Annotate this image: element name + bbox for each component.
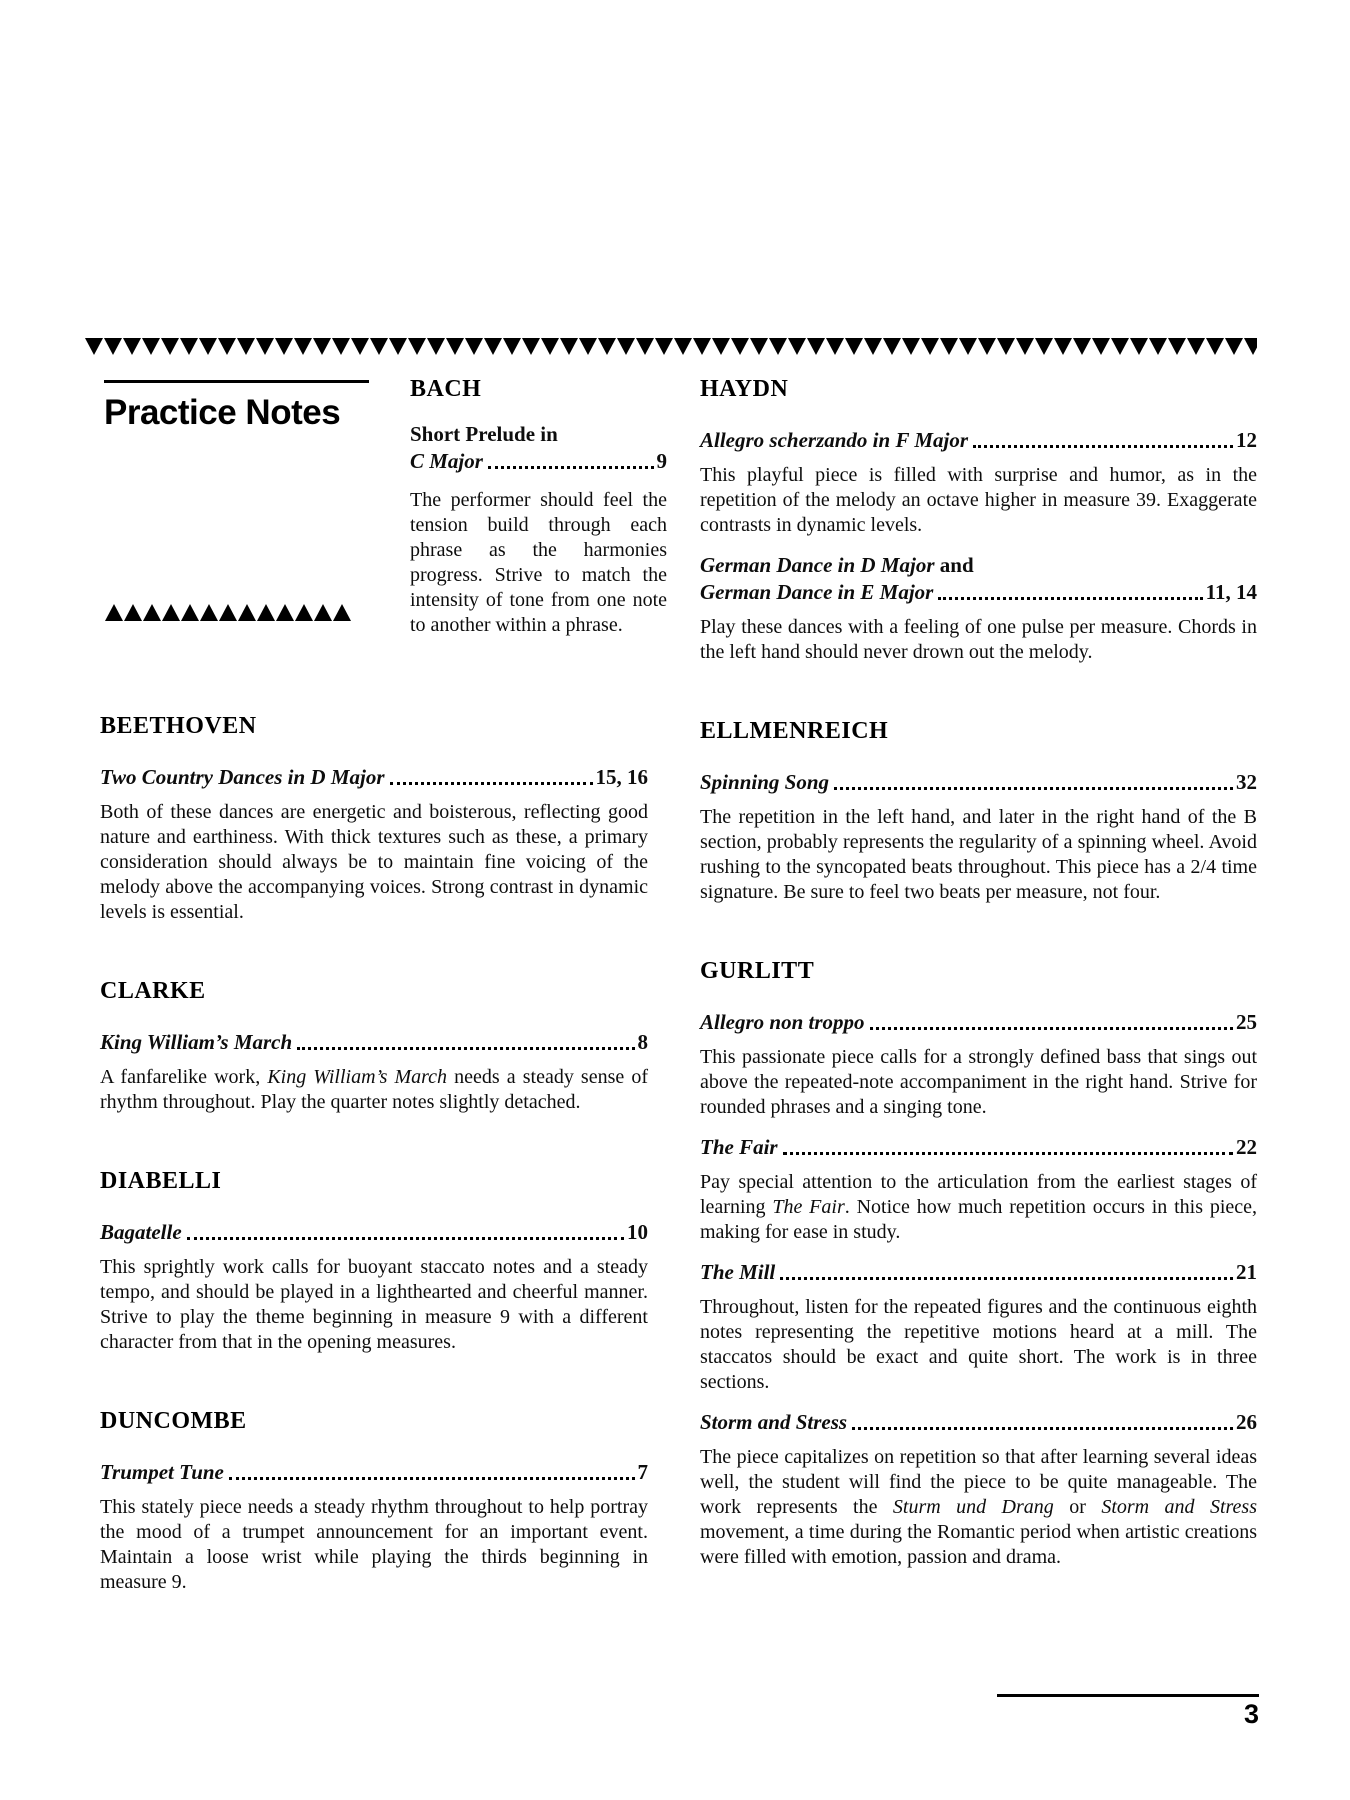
down-triangle-icon — [237, 338, 255, 355]
down-triangle-icon — [731, 338, 749, 355]
dot-leader — [973, 445, 1233, 448]
section-diabelli — [100, 1167, 648, 1355]
down-triangle-icon — [199, 338, 217, 355]
toc-line — [700, 769, 1257, 796]
up-triangle-icon — [257, 604, 275, 621]
section-beethoven — [100, 712, 648, 925]
down-triangle-icon — [1206, 338, 1224, 355]
dot-leader — [870, 1027, 1233, 1030]
dot-leader — [390, 782, 593, 785]
page-ref: 25 — [1236, 1010, 1257, 1034]
up-triangle-icon — [314, 604, 332, 621]
toc-line — [100, 1029, 648, 1056]
dot-leader — [780, 1277, 1233, 1280]
triangle-divider-top — [85, 338, 1257, 355]
piece-title-line2: German Dance in E Major — [700, 580, 934, 604]
down-triangle-icon — [1054, 338, 1072, 355]
down-triangle-icon — [218, 338, 236, 355]
page-ref: 22 — [1236, 1135, 1257, 1159]
page-number: 3 — [1243, 1699, 1259, 1729]
down-triangle-icon — [1225, 338, 1243, 355]
entry-storm-and-stress — [700, 1409, 1257, 1570]
dot-leader — [488, 466, 654, 469]
down-triangle-icon — [541, 338, 559, 355]
down-triangle-icon — [313, 338, 331, 355]
down-triangle-icon — [826, 338, 844, 355]
dot-leader — [783, 1152, 1233, 1155]
piece-title: Allegro scherzando in F Major — [700, 428, 969, 452]
up-triangle-icon — [276, 604, 294, 621]
practice-note-text: This stately piece needs a steady rhythm throughout to help portray the mood of a trumpet announcement for an important event. Maintain a loose wrist while playing the thirds beginning in measure 9. — [100, 1496, 648, 1593]
down-triangle-icon — [85, 338, 103, 355]
down-triangle-icon — [180, 338, 198, 355]
up-triangle-icon — [124, 604, 142, 621]
piece-title-line1: Short Prelude in — [410, 422, 558, 446]
composer-heading-duncombe: DUNCOMBE — [100, 1408, 247, 1434]
down-triangle-icon — [959, 338, 977, 355]
practice-notes-block — [104, 380, 369, 433]
down-triangle-icon — [883, 338, 901, 355]
down-triangle-icon — [1073, 338, 1091, 355]
piece-title: Spinning Song — [700, 770, 829, 794]
up-triangle-icon — [219, 604, 237, 621]
triangle-divider-left — [105, 604, 367, 621]
down-triangle-icon — [807, 338, 825, 355]
down-triangle-icon — [1168, 338, 1186, 355]
up-triangle-icon — [295, 604, 313, 621]
piece-title: Two Country Dances in D Major — [100, 765, 385, 789]
section-ellmenreich — [700, 717, 1257, 905]
dot-leader — [297, 1047, 634, 1050]
page-ref: 21 — [1236, 1260, 1257, 1284]
down-triangle-icon — [522, 338, 540, 355]
down-triangle-icon — [1092, 338, 1110, 355]
down-triangle-icon — [1187, 338, 1205, 355]
piece-title-line1: German Dance in D Major and — [700, 553, 974, 577]
piece-title-line2: C Major — [410, 449, 483, 473]
toc-line — [100, 1219, 648, 1246]
entry-trumpet-tune — [100, 1459, 648, 1595]
down-triangle-icon — [161, 338, 179, 355]
section-haydn — [700, 375, 1257, 665]
up-triangle-icon — [143, 604, 161, 621]
toc-line — [700, 1259, 1257, 1286]
down-triangle-icon — [370, 338, 388, 355]
down-triangle-icon — [1111, 338, 1129, 355]
entry-allegro-scherzando — [700, 427, 1257, 538]
page-ref: 11, 14 — [1205, 580, 1257, 604]
down-triangle-icon — [1016, 338, 1034, 355]
dot-leader — [229, 1477, 635, 1480]
entry-german-dances — [700, 552, 1257, 665]
entry-spinning-song — [700, 769, 1257, 905]
toc-line — [700, 427, 1257, 454]
piece-title: The Fair — [700, 1135, 778, 1159]
down-triangle-icon — [693, 338, 711, 355]
down-triangle-icon — [142, 338, 160, 355]
practice-note-text: A fanfarelike work, King William’s March needs a steady sense of rhythm throughout. Play the quarter notes slightly detached. — [100, 1066, 648, 1113]
toc-line — [700, 1409, 1257, 1436]
down-triangle-icon — [921, 338, 939, 355]
composer-heading-ellmenreich: ELLMENREICH — [700, 718, 889, 744]
composer-heading-beethoven: BEETHOVEN — [100, 713, 257, 739]
toc-line — [700, 1009, 1257, 1036]
page-ref: 26 — [1236, 1410, 1257, 1434]
page-footer — [997, 1694, 1259, 1730]
down-triangle-icon — [332, 338, 350, 355]
down-triangle-icon — [864, 338, 882, 355]
down-triangle-icon — [484, 338, 502, 355]
page-ref: 9 — [656, 449, 667, 473]
down-triangle-icon — [940, 338, 958, 355]
section-gurlitt — [700, 957, 1257, 1570]
entry-allegro-non-troppo — [700, 1009, 1257, 1120]
down-triangle-icon — [655, 338, 673, 355]
down-triangle-icon — [275, 338, 293, 355]
page-ref: 7 — [637, 1460, 648, 1484]
down-triangle-icon — [256, 338, 274, 355]
down-triangle-icon — [1130, 338, 1148, 355]
title-rule — [104, 380, 369, 383]
toc-line — [700, 579, 1257, 606]
down-triangle-icon — [636, 338, 654, 355]
dot-leader — [187, 1237, 624, 1240]
composer-heading-diabelli: DIABELLI — [100, 1168, 222, 1194]
up-triangle-icon — [200, 604, 218, 621]
up-triangle-icon — [181, 604, 199, 621]
practice-note-text: The piece capitalizes on repetition so that after learning several ideas well, the student will find the piece to be quite manageable. The work represents the Sturm und Drang or Storm and Stress movement, a time during the Romantic period when artistic creations were filled with emotion, passion and drama. — [700, 1446, 1257, 1568]
down-triangle-icon — [123, 338, 141, 355]
down-triangle-icon — [465, 338, 483, 355]
down-triangle-icon — [788, 338, 806, 355]
page-ref: 8 — [637, 1030, 648, 1054]
down-triangle-icon — [389, 338, 407, 355]
entry-king-williams-march — [100, 1029, 648, 1115]
practice-note-text: This sprightly work calls for buoyant staccato notes and a steady tempo, and should be played in a lighthearted and cheerful manner. Strive to play the theme beginning in measure 9 with a different character from that in the opening measures. — [100, 1256, 648, 1353]
down-triangle-icon — [446, 338, 464, 355]
composer-heading-clarke: CLARKE — [100, 978, 206, 1004]
entry-the-fair — [700, 1134, 1257, 1245]
down-triangle-icon — [579, 338, 597, 355]
piece-title: Allegro non troppo — [700, 1010, 865, 1034]
down-triangle-icon — [598, 338, 616, 355]
down-triangle-icon — [427, 338, 445, 355]
down-triangle-icon — [902, 338, 920, 355]
up-triangle-icon — [105, 604, 123, 621]
down-triangle-icon — [997, 338, 1015, 355]
down-triangle-icon — [351, 338, 369, 355]
entry-the-mill — [700, 1259, 1257, 1395]
section-duncombe — [100, 1407, 648, 1595]
down-triangle-icon — [503, 338, 521, 355]
piece-title: Trumpet Tune — [100, 1460, 224, 1484]
practice-note-text: Play these dances with a feeling of one pulse per measure. Chords in the left hand should never drown out the melody. — [700, 616, 1257, 663]
page-ref: 15, 16 — [595, 765, 648, 789]
practice-note-text: This passionate piece calls for a strongly defined bass that sings out above the repeated-note accompaniment in the right hand. Strive for rounded phrases and a singing tone. — [700, 1046, 1257, 1118]
down-triangle-icon — [845, 338, 863, 355]
page-ref: 32 — [1236, 770, 1257, 794]
dot-leader — [938, 597, 1202, 600]
down-triangle-icon — [560, 338, 578, 355]
footer-rule — [997, 1694, 1259, 1697]
composer-heading-gurlitt: GURLITT — [700, 958, 815, 984]
page-title: Practice Notes — [104, 393, 341, 432]
down-triangle-icon — [750, 338, 768, 355]
practice-note-text: Both of these dances are energetic and boisterous, reflecting good nature and earthiness. With thick textures such as these, a primary consideration should always be to maintain fine voicing of the melody above the accompanying voices. Strong contrast in dynamic levels is essential. — [100, 801, 648, 923]
up-triangle-icon — [162, 604, 180, 621]
down-triangle-icon — [978, 338, 996, 355]
entry-bagatelle — [100, 1219, 648, 1355]
left-column — [100, 712, 648, 1595]
toc-line — [410, 448, 667, 475]
section-clarke — [100, 977, 648, 1115]
entry-two-country-dances — [100, 764, 648, 925]
practice-note-text: Pay special attention to the articulation from the earliest stages of learning The Fair. Notice how much repetition occurs in this piece, making for ease in study. — [700, 1171, 1258, 1243]
page-ref: 12 — [1236, 428, 1257, 452]
page-ref: 10 — [627, 1220, 648, 1244]
composer-heading-haydn: HAYDN — [700, 376, 789, 402]
composer-heading-bach: BACH — [410, 376, 482, 402]
up-triangle-icon — [238, 604, 256, 621]
practice-note-text: Throughout, listen for the repeated figures and the continuous eighth notes representing the repetitive motions heard at a mill. The staccatos should be exact and quite short. The work is in three sections. — [700, 1296, 1257, 1393]
section-bach — [410, 375, 667, 638]
up-triangle-icon — [333, 604, 351, 621]
down-triangle-icon — [104, 338, 122, 355]
piece-title: The Mill — [700, 1260, 776, 1284]
dot-leader — [834, 787, 1233, 790]
toc-line — [700, 1134, 1257, 1161]
down-triangle-icon — [408, 338, 426, 355]
dot-leader — [852, 1427, 1233, 1430]
down-triangle-icon — [1149, 338, 1167, 355]
piece-title: Bagatelle — [100, 1220, 182, 1244]
toc-entry-short-prelude — [410, 421, 667, 475]
down-triangle-icon — [1035, 338, 1053, 355]
down-triangle-icon — [617, 338, 635, 355]
down-triangle-icon — [674, 338, 692, 355]
down-triangle-icon — [1244, 338, 1257, 355]
practice-note-text: This playful piece is filled with surprise and humor, as in the repetition of the melody an octave higher in measure 39. Exaggerate contrasts in dynamic levels. — [700, 464, 1257, 536]
down-triangle-icon — [769, 338, 787, 355]
piece-title: King William’s March — [100, 1030, 293, 1054]
right-column — [700, 375, 1257, 1570]
practice-note-text-bach: The performer should feel the tension build through each phrase as the harmonies progress. Strive to match the intensity of tone from one note to another within a phrase. — [410, 489, 667, 636]
piece-title: Storm and Stress — [700, 1410, 848, 1434]
down-triangle-icon — [712, 338, 730, 355]
practice-note-text: The repetition in the left hand, and later in the right hand of the B section, probably represents the regularity of a spinning wheel. Avoid rushing to the syncopated beats throughout. This piece has a 2/4 time signature. Be sure to feel two beats per measure, not four. — [700, 806, 1257, 903]
toc-line — [100, 1459, 648, 1486]
toc-line — [100, 764, 648, 791]
down-triangle-icon — [294, 338, 312, 355]
